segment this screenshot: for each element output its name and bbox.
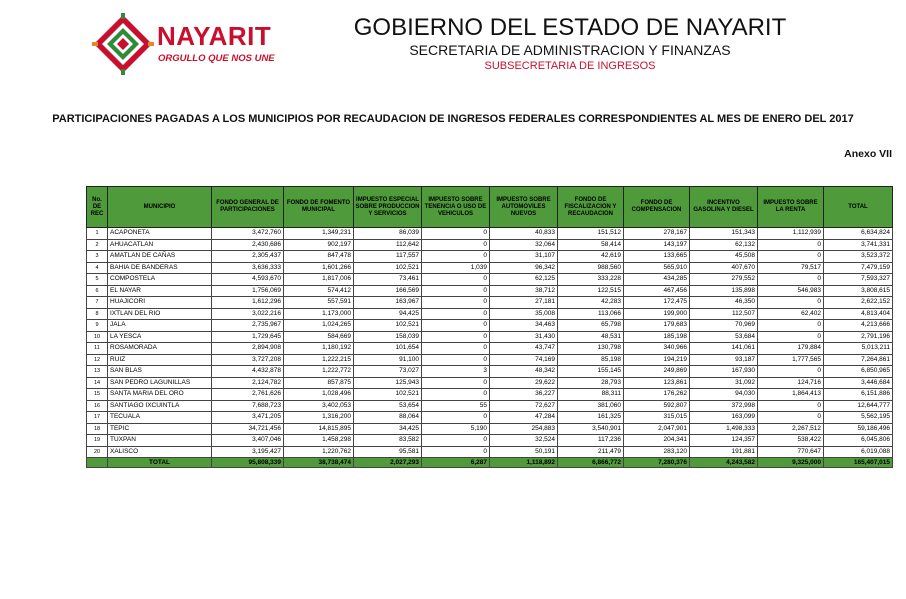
amount-cell: 0 [758,400,824,412]
nayarit-emblem-icon [92,13,154,75]
row-number: 1 [87,228,108,240]
amount-cell: 0 [758,412,824,424]
amount-cell: 3,022,216 [212,308,284,320]
amount-cell: 6,151,886 [824,389,893,401]
amount-cell: 176,262 [624,389,690,401]
amount-cell: 538,422 [758,435,824,447]
amount-cell: 3,727,208 [212,354,284,366]
table-row [87,366,893,378]
total-row [87,458,893,468]
amount-cell: 167,930 [690,366,758,378]
table-row [87,308,893,320]
municipality-name: COMPOSTELA [108,274,212,286]
row-number: 8 [87,308,108,320]
amount-cell: 3,472,760 [212,228,284,240]
amount-cell: 6,850,965 [824,366,893,378]
amount-cell: 407,670 [690,262,758,274]
municipality-name: SANTA MARIA DEL ORO [108,389,212,401]
amount-cell: 2,267,512 [758,423,824,435]
amount-cell: 1,498,333 [690,423,758,435]
amount-cell: 0 [422,343,490,355]
amount-cell: 4,593,670 [212,274,284,286]
column-header: IMPUESTO ESPECIAL SOBRE PRODUCCION Y SERVICIOS [354,187,422,228]
amount-cell: 0 [758,251,824,263]
table-row [87,285,893,297]
amount-cell: 372,998 [690,400,758,412]
amount-cell: 179,884 [758,343,824,355]
row-number: 13 [87,366,108,378]
municipality-name: AMATLAN DE CAÑAS [108,251,212,263]
amount-cell: 2,305,437 [212,251,284,263]
amount-cell: 584,669 [284,331,354,343]
amount-cell: 86,039 [354,228,422,240]
table-row [87,251,893,263]
amount-cell: 1,180,192 [284,343,354,355]
total-label: TOTAL [108,458,212,468]
column-header: MUNICIPIO [108,187,212,228]
amount-cell: 340,966 [624,343,690,355]
municipality-name: SANTIAGO IXCUINTLA [108,400,212,412]
amount-cell: 1,222,772 [284,366,354,378]
municipality-name: EL NAYAR [108,285,212,297]
amount-cell: 112,642 [354,239,422,251]
row-number: 2 [87,239,108,251]
government-title: GOBIERNO DEL ESTADO DE NAYARIT [353,14,787,41]
municipality-name: TUXPAN [108,435,212,447]
amount-cell: 1,777,565 [758,354,824,366]
amount-cell: 2,894,908 [212,343,284,355]
amount-cell: 2,622,152 [824,297,893,309]
amount-cell: 0 [422,320,490,332]
row-number: 14 [87,377,108,389]
municipality-name: ACAPONETA [108,228,212,240]
amount-cell: 93,187 [690,354,758,366]
row-number: 9 [87,320,108,332]
amount-cell: 34,425 [354,423,422,435]
amount-cell: 48,531 [558,331,624,343]
amount-cell: 34,463 [490,320,558,332]
row-number: 3 [87,251,108,263]
row-number: 18 [87,423,108,435]
amount-cell: 117,236 [558,435,624,447]
amount-cell: 31,107 [490,251,558,263]
amount-cell: 4,813,404 [824,308,893,320]
amount-cell: 1,756,069 [212,285,284,297]
column-header: TOTAL [824,187,893,228]
amount-cell: 35,008 [490,308,558,320]
table-row [87,262,893,274]
column-header: FONDO GENERAL DE PARTICIPACIONES [212,187,284,228]
municipality-name: ROSAMORADA [108,343,212,355]
amount-cell: 62,402 [758,308,824,320]
amount-cell: 199,900 [624,308,690,320]
nayarit-logo [92,13,275,75]
amount-cell: 3,808,615 [824,285,893,297]
amount-cell: 3,407,046 [212,435,284,447]
amount-cell: 102,521 [354,389,422,401]
column-header: No. DE REC [87,187,108,228]
amount-cell: 85,198 [558,354,624,366]
amount-cell: 0 [758,331,824,343]
amount-cell: 141,061 [690,343,758,355]
amount-cell: 38,712 [490,285,558,297]
row-number: 6 [87,285,108,297]
amount-cell: 0 [758,274,824,286]
amount-cell: 0 [422,251,490,263]
table-row [87,354,893,366]
table-body [87,228,893,468]
amount-cell: 333,228 [558,274,624,286]
municipality-name: AHUACATLAN [108,239,212,251]
amount-cell: 122,515 [558,285,624,297]
municipality-name: HUAJICORI [108,297,212,309]
amount-cell: 42,619 [558,251,624,263]
amount-cell: 770,647 [758,446,824,458]
amount-cell: 1,039 [422,262,490,274]
amount-cell: 988,560 [558,262,624,274]
total-amount: 38,738,474 [284,458,354,468]
column-header: IMPUESTO SOBRE TENENCIA O USO DE VEHICULOS [422,187,490,228]
amount-cell: 62,132 [690,239,758,251]
row-number: 15 [87,389,108,401]
amount-cell: 161,325 [558,412,624,424]
amount-cell: 2,761,626 [212,389,284,401]
amount-cell: 381,060 [558,400,624,412]
amount-cell: 151,512 [558,228,624,240]
amount-cell: 3,523,372 [824,251,893,263]
amount-cell: 73,027 [354,366,422,378]
amount-cell: 592,807 [624,400,690,412]
amount-cell: 65,798 [558,320,624,332]
amount-cell: 43,747 [490,343,558,355]
amount-cell: 2,735,967 [212,320,284,332]
municipality-name: SAN BLAS [108,366,212,378]
amount-cell: 0 [422,446,490,458]
secretariat-subtitle: SECRETARIA DE ADMINISTRACION Y FINANZAS [409,42,731,58]
amount-cell: 47,284 [490,412,558,424]
amount-cell: 0 [422,274,490,286]
amount-cell: 902,197 [284,239,354,251]
row-number: 4 [87,262,108,274]
amount-cell: 46,350 [690,297,758,309]
amount-cell: 53,654 [354,400,422,412]
row-number: 10 [87,331,108,343]
amount-cell: 194,219 [624,354,690,366]
amount-cell: 3,741,331 [824,239,893,251]
amount-cell: 0 [422,435,490,447]
amount-cell: 3,402,053 [284,400,354,412]
column-header: FONDO DE COMPENSACION [624,187,690,228]
amount-cell: 72,627 [490,400,558,412]
column-header: IMPUESTO SOBRE AUTOMOVILES NUEVOS [490,187,558,228]
amount-cell: 1,316,200 [284,412,354,424]
amount-cell: 1,024,265 [284,320,354,332]
municipality-name: BAHIA DE BANDERAS [108,262,212,274]
amount-cell: 211,479 [558,446,624,458]
amount-cell: 1,729,645 [212,331,284,343]
amount-cell: 163,099 [690,412,758,424]
amount-cell: 135,898 [690,285,758,297]
municipality-name: XALISCO [108,446,212,458]
amount-cell: 31,430 [490,331,558,343]
amount-cell: 117,557 [354,251,422,263]
amount-cell: 5,013,211 [824,343,893,355]
amount-cell: 42,283 [558,297,624,309]
amount-cell: 5,190 [422,423,490,435]
row-number: 20 [87,446,108,458]
amount-cell: 28,793 [558,377,624,389]
amount-cell: 434,285 [624,274,690,286]
amount-cell: 179,683 [624,320,690,332]
table-row [87,377,893,389]
amount-cell: 0 [422,239,490,251]
table-row [87,297,893,309]
amount-cell: 1,222,215 [284,354,354,366]
total-amount: 6,287 [422,458,490,468]
amount-cell: 163,967 [354,297,422,309]
amount-cell: 0 [758,297,824,309]
table-row [87,274,893,286]
row-number: 19 [87,435,108,447]
amount-cell: 62,125 [490,274,558,286]
amount-cell: 191,881 [690,446,758,458]
municipality-name: JALA [108,320,212,332]
amount-cell: 3,446,684 [824,377,893,389]
amount-cell: 249,869 [624,366,690,378]
row-number: 16 [87,400,108,412]
amount-cell: 124,357 [690,435,758,447]
amount-cell: 96,342 [490,262,558,274]
amount-cell: 124,716 [758,377,824,389]
amount-cell: 574,412 [284,285,354,297]
amount-cell: 34,721,456 [212,423,284,435]
municipality-name: IXTLAN DEL RIO [108,308,212,320]
amount-cell: 94,425 [354,308,422,320]
amount-cell: 70,969 [690,320,758,332]
amount-cell: 113,066 [558,308,624,320]
amount-cell: 279,552 [690,274,758,286]
amount-cell: 6,045,806 [824,435,893,447]
undersecretariat-subtitle: SUBSECRETARIA DE INGRESOS [484,60,656,72]
amount-cell: 204,341 [624,435,690,447]
column-header: INCENTIVO GASOLINA Y DIESEL [690,187,758,228]
amount-cell: 143,197 [624,239,690,251]
logo-wordmark: NAYARIT [157,21,272,51]
amount-cell: 95,581 [354,446,422,458]
amount-cell: 172,475 [624,297,690,309]
amount-cell: 0 [758,239,824,251]
amount-cell: 158,039 [354,331,422,343]
amount-cell: 315,015 [624,412,690,424]
amount-cell: 102,521 [354,320,422,332]
amount-cell: 0 [422,308,490,320]
amount-cell: 55 [422,400,490,412]
amount-cell: 7,593,327 [824,274,893,286]
amount-cell: 12,644,777 [824,400,893,412]
amount-cell: 48,342 [490,366,558,378]
table-row [87,343,893,355]
amount-cell: 83,582 [354,435,422,447]
row-number: 12 [87,354,108,366]
municipality-name: LA YESCA [108,331,212,343]
amount-cell: 59,186,496 [824,423,893,435]
participations-table [86,186,893,468]
amount-cell: 7,264,861 [824,354,893,366]
amount-cell: 6,634,824 [824,228,893,240]
municipality-name: RUIZ [108,354,212,366]
amount-cell: 254,883 [490,423,558,435]
amount-cell: 1,349,231 [284,228,354,240]
amount-cell: 2,791,196 [824,331,893,343]
logo-slogan: ORGULLO QUE NOS UNE [158,53,275,64]
amount-cell: 29,622 [490,377,558,389]
amount-cell: 2,047,901 [624,423,690,435]
amount-cell: 1,601,266 [284,262,354,274]
amount-cell: 7,479,159 [824,262,893,274]
amount-cell: 123,861 [624,377,690,389]
amount-cell: 32,524 [490,435,558,447]
amount-cell: 557,591 [284,297,354,309]
amount-cell: 6,019,088 [824,446,893,458]
table-header-row [87,187,893,228]
amount-cell: 40,833 [490,228,558,240]
amount-cell: 0 [422,412,490,424]
column-header: FONDO DE FISCALIZACION Y RECAUDACION [558,187,624,228]
amount-cell: 3,195,427 [212,446,284,458]
amount-cell: 185,198 [624,331,690,343]
municipality-name: TEPIC [108,423,212,435]
amount-cell: 101,654 [354,343,422,355]
amount-cell: 7,688,723 [212,400,284,412]
table-row [87,228,893,240]
amount-cell: 1,864,413 [758,389,824,401]
amount-cell: 546,983 [758,285,824,297]
amount-cell: 3,636,333 [212,262,284,274]
total-blank-cell [87,458,108,468]
row-number: 11 [87,343,108,355]
amount-cell: 3,471,205 [212,412,284,424]
amount-cell: 1,612,296 [212,297,284,309]
amount-cell: 0 [758,366,824,378]
total-amount: 165,407,015 [824,458,893,468]
amount-cell: 283,120 [624,446,690,458]
amount-cell: 1,817,006 [284,274,354,286]
amount-cell: 27,181 [490,297,558,309]
total-amount: 7,280,376 [624,458,690,468]
amount-cell: 0 [758,320,824,332]
total-amount: 9,325,000 [758,458,824,468]
amount-cell: 125,943 [354,377,422,389]
amount-cell: 0 [422,354,490,366]
amount-cell: 1,458,298 [284,435,354,447]
total-amount: 2,027,293 [354,458,422,468]
amount-cell: 857,875 [284,377,354,389]
report-title: PARTICIPACIONES PAGADAS A LOS MUNICIPIOS POR RECAUDACION DE INGRESOS FEDERALES CORRESPONDIENTES AL MES DE ENERO DEL 2017 [52,113,854,125]
amount-cell: 79,517 [758,262,824,274]
amount-cell: 1,173,000 [284,308,354,320]
row-number: 17 [87,412,108,424]
amount-cell: 14,815,895 [284,423,354,435]
amount-cell: 565,910 [624,262,690,274]
amount-cell: 73,461 [354,274,422,286]
amount-cell: 278,167 [624,228,690,240]
amount-cell: 166,569 [354,285,422,297]
amount-cell: 0 [422,331,490,343]
amount-cell: 45,508 [690,251,758,263]
amount-cell: 0 [422,377,490,389]
amount-cell: 130,798 [558,343,624,355]
table-row [87,389,893,401]
table-row [87,435,893,447]
amount-cell: 58,414 [558,239,624,251]
table-row [87,331,893,343]
amount-cell: 0 [422,297,490,309]
amount-cell: 0 [422,389,490,401]
total-amount: 6,866,772 [558,458,624,468]
amount-cell: 1,220,762 [284,446,354,458]
amount-cell: 467,456 [624,285,690,297]
column-header: IMPUESTO SOBRE LA RENTA [758,187,824,228]
table-row [87,423,893,435]
amount-cell: 151,343 [690,228,758,240]
table-row [87,320,893,332]
amount-cell: 3 [422,366,490,378]
amount-cell: 847,478 [284,251,354,263]
column-header: FONDO DE FOMENTO MUNICIPAL [284,187,354,228]
table-header [87,187,893,228]
amount-cell: 74,169 [490,354,558,366]
table-row [87,400,893,412]
amount-cell: 1,112,939 [758,228,824,240]
total-amount: 4,243,582 [690,458,758,468]
municipality-name: TECUALA [108,412,212,424]
amount-cell: 133,665 [624,251,690,263]
amount-cell: 2,124,782 [212,377,284,389]
amount-cell: 5,562,195 [824,412,893,424]
total-amount: 95,808,339 [212,458,284,468]
amount-cell: 88,064 [354,412,422,424]
amount-cell: 102,521 [354,262,422,274]
amount-cell: 31,092 [690,377,758,389]
row-number: 5 [87,274,108,286]
table-row [87,239,893,251]
amount-cell: 4,213,666 [824,320,893,332]
amount-cell: 94,030 [690,389,758,401]
total-amount: 1,118,892 [490,458,558,468]
amount-cell: 1,028,496 [284,389,354,401]
row-number: 7 [87,297,108,309]
amount-cell: 3,540,901 [558,423,624,435]
annex-label: Anexo VII [844,148,892,160]
amount-cell: 155,145 [558,366,624,378]
amount-cell: 0 [422,285,490,297]
table-row [87,446,893,458]
amount-cell: 88,311 [558,389,624,401]
amount-cell: 91,100 [354,354,422,366]
municipality-name: SAN PEDRO LAGUNILLAS [108,377,212,389]
amount-cell: 53,684 [690,331,758,343]
amount-cell: 112,507 [690,308,758,320]
amount-cell: 36,227 [490,389,558,401]
amount-cell: 2,430,686 [212,239,284,251]
amount-cell: 32,064 [490,239,558,251]
amount-cell: 4,432,878 [212,366,284,378]
amount-cell: 50,191 [490,446,558,458]
table-row [87,412,893,424]
amount-cell: 0 [422,228,490,240]
